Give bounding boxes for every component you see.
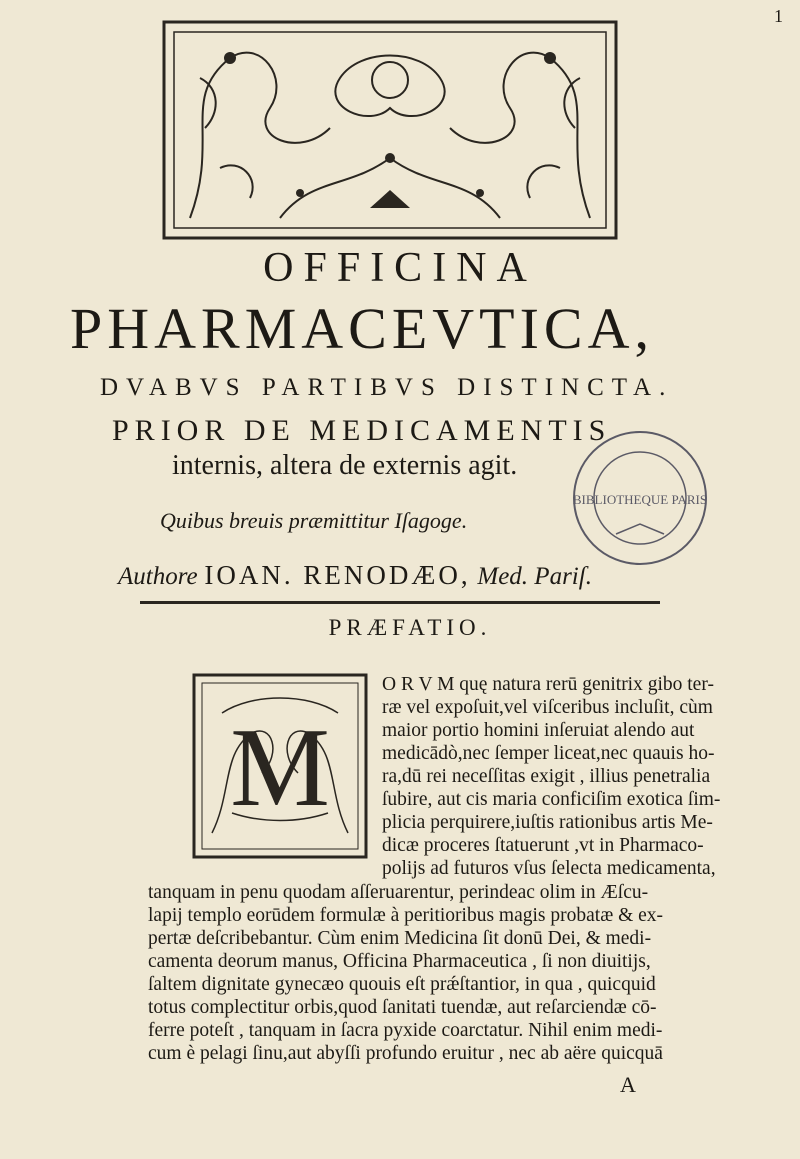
body-line: lapij templo eorūdem formulæ à peritioribus magis probatæ & ex- xyxy=(148,905,664,926)
body-line: dicæ proceres ſtatuerunt ,vt in Pharmaco- xyxy=(382,835,704,856)
title-officina: OFFICINA xyxy=(263,245,537,291)
headpiece-ornament xyxy=(160,18,620,242)
initial-letter: M xyxy=(230,706,330,830)
signature-mark: A xyxy=(620,1072,636,1097)
body-line: maior portio homini inſeruiat alendo aut xyxy=(382,720,695,741)
library-stamp xyxy=(566,424,714,572)
section-heading-praefatio: PRÆFATIO. xyxy=(328,615,492,640)
body-line: polijs ad futuros vſus ſelecta medicamenta, xyxy=(382,858,716,879)
title-divider-rule xyxy=(140,601,660,604)
body-line: plicia perquirere,iuſtis rationibus artis Me- xyxy=(382,812,713,833)
body-line: camenta deorum manus, Officina Pharmaceutica , ſi non diuitijs, xyxy=(148,951,651,972)
page-number: 1 xyxy=(774,6,783,26)
body-line: medicādò,nec ſemper liceat,nec quauis ho- xyxy=(382,743,715,764)
body-line: ferre poteſt , tanquam in ſacra pyxide coarctatur. Nihil enim medi- xyxy=(148,1020,663,1041)
body-line: totus complectitur orbis,quod ſanitati tuendæ, aut reſarciendæ cō- xyxy=(148,997,657,1018)
title-dvabvs-partibvs: DVABVS PARTIBVS DISTINCTA. xyxy=(100,374,674,401)
decorated-initial xyxy=(192,673,368,859)
body-line: tanquam in penu quodam aſſeruarentur, perindeac olim in Æſcu- xyxy=(148,882,649,903)
author-name: IOAN. RENODÆO, xyxy=(204,560,471,590)
body-line: ra,dū rei neceſſitas exigit , illius penetralia xyxy=(382,766,711,787)
title-quibus-isagoge: Quibus breuis præmittitur Iſagoge. xyxy=(160,508,468,533)
body-line: pertæ deſcribebantur. Cùm enim Medicina ſit donū Dei, & medi- xyxy=(148,928,652,949)
stamp-text: BIBLIOTHEQUE PARIS xyxy=(572,492,708,507)
body-line: ſaltem dignitate gynecæo quouis eſt prǽſtantior, in qua , quicquid xyxy=(148,974,656,995)
body-line: ſubire, aut cis maria conficiſim exotica ſim- xyxy=(382,789,721,810)
title-pharmaceutica: PHARMACEVTICA, xyxy=(70,296,654,361)
body-line: cum è pelagi ſinu,aut abyſſi profundo eruitur , nec ab aëre quicquā xyxy=(148,1043,663,1064)
body-line: O R V M quę natura rerū genitrix gibo ter- xyxy=(382,674,714,695)
author-suffix: Med. Pariſ. xyxy=(477,563,592,590)
title-prior-de-medicamentis: PRIOR DE MEDICAMENTIS xyxy=(112,414,612,447)
body-line: ræ vel expoſuit,vel viſceribus incluſit, cùm xyxy=(382,697,713,718)
title-author xyxy=(118,560,592,591)
title-internis: internis, altera de externis agit. xyxy=(172,450,518,481)
author-prefix: Authore xyxy=(118,563,198,590)
